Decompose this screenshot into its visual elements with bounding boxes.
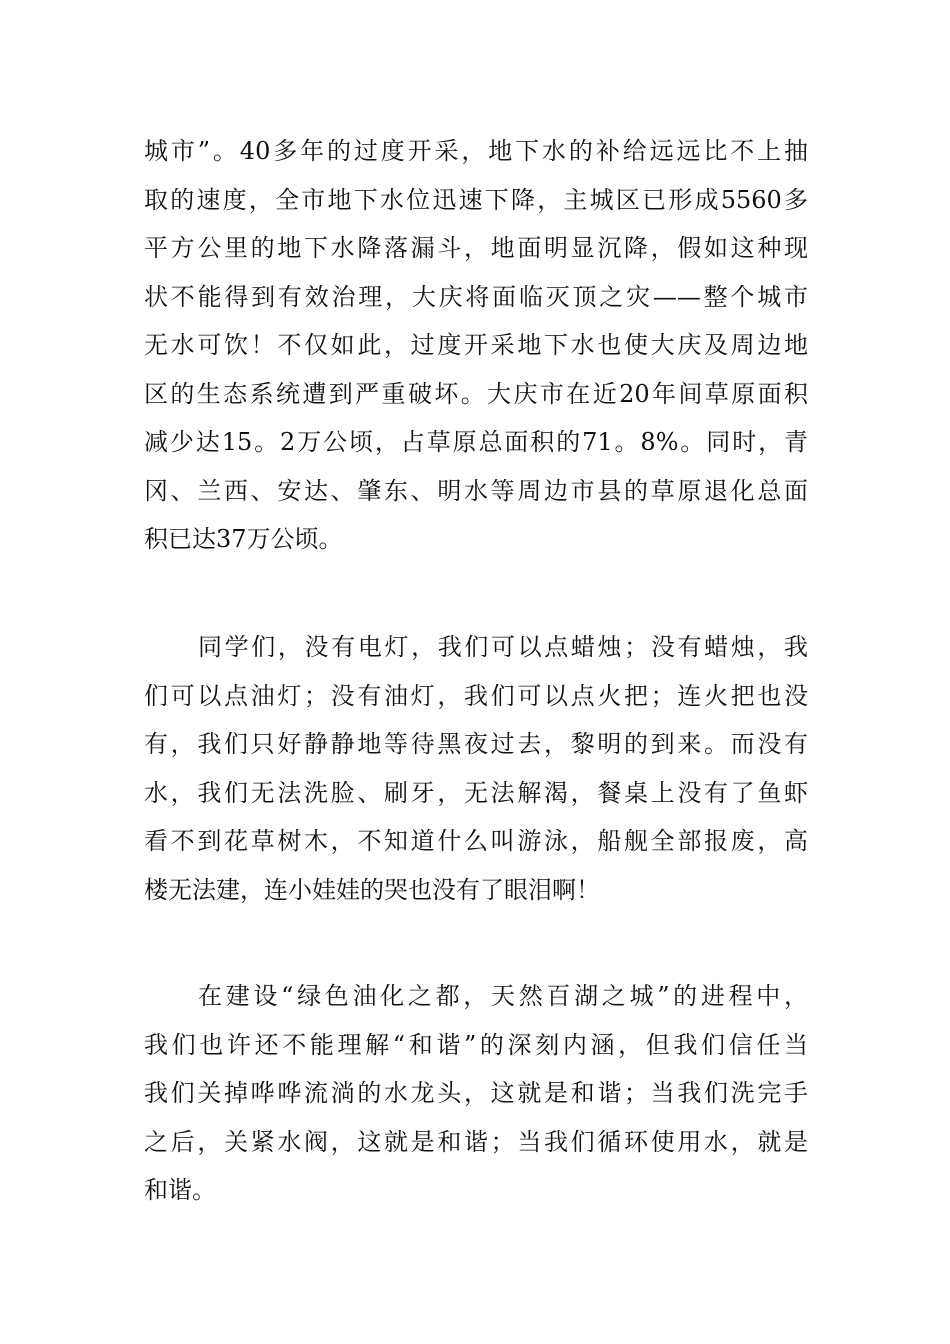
text-line: 减少达15。2万公顷，占草原总面积的71。8%。同时，青 (144, 428, 808, 456)
text-line: 看不到花草树木，不知道什么叫游泳，船舰全部报废，高 (144, 827, 808, 855)
text-line: 有，我们只好静静地等待黑夜过去，黎明的到来。而没有 (144, 730, 808, 758)
text-line: 我们关掉哗哗流淌的水龙头，这就是和谐；当我们洗完手 (144, 1079, 808, 1107)
text-line: 取的速度，全市地下水位迅速下降，主城区已形成5560多 (144, 185, 808, 214)
text-line: 城市”。40多年的过度开采，地下水的补给远远比不上抽 (144, 137, 808, 165)
text-line: 们可以点油灯；没有油灯，我们可以点火把；连火把也没 (144, 681, 808, 710)
text-line: 区的生态系统遭到严重破坏。大庆市在近20年间草原面积 (144, 379, 808, 408)
paragraph-harmony (144, 972, 808, 1215)
text-line: 冈、兰西、安达、肇东、明水等周边市县的草原退化总面 (144, 476, 808, 505)
text-line: 平方公里的地下水降落漏斗，地面明显沉降，假如这种现 (144, 234, 808, 262)
text-line: 在建设“绿色油化之都，天然百湖之城”的进程中， (198, 982, 808, 1010)
paragraph-groundwater (144, 127, 808, 564)
text-line: 和谐。 (144, 1176, 216, 1204)
text-line: 水，我们无法洗脸、刷牙，无法解渴，餐桌上没有了鱼虾 (144, 778, 808, 807)
text-line: 我们也许还不能理解“和谐”的深刻内涵，但我们信任当 (144, 1030, 808, 1059)
text-line: 无水可饮！不仅如此，过度开采地下水也使大庆及周边地 (144, 331, 808, 359)
text-line: 同学们，没有电灯，我们可以点蜡烛；没有蜡烛，我 (198, 633, 808, 661)
paragraph-no-water (144, 623, 808, 914)
text-line: 楼无法建，连小娃娃的哭也没有了眼泪啊！ (144, 875, 600, 904)
text-line: 状不能得到有效治理，大庆将面临灭顶之灾——整个城市 (144, 282, 808, 311)
text-line: 之后，关紧水阀，这就是和谐；当我们循环使用水，就是 (144, 1127, 808, 1156)
text-line: 积已达37万公顷。 (144, 525, 343, 553)
